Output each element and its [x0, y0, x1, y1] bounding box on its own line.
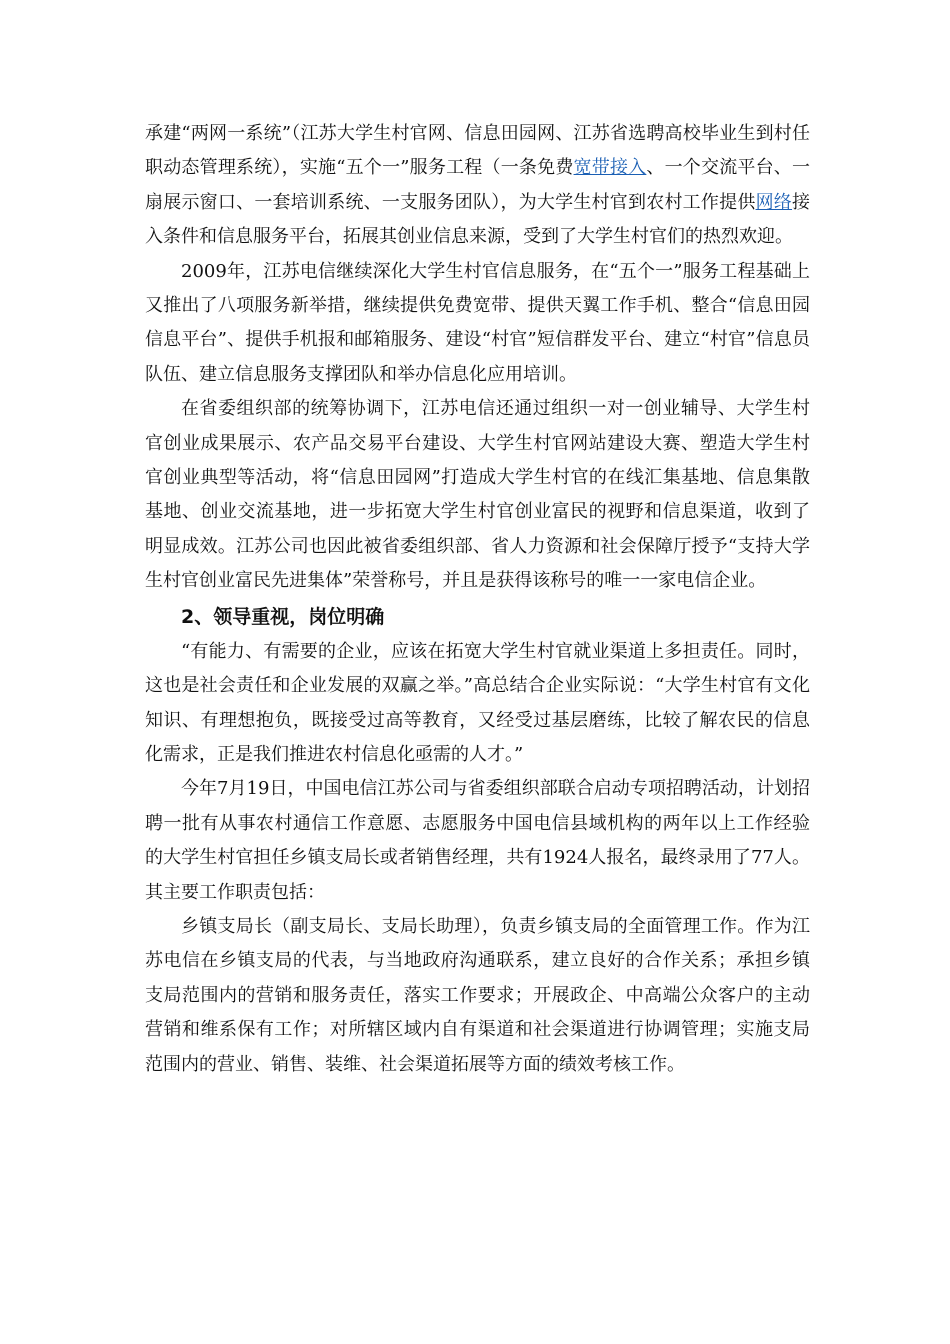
document-body [145, 117, 810, 1082]
broadband-access-link[interactable]: 宽带接入 [573, 157, 647, 179]
paragraph-duties: 乡镇支局长（副支局长、支局长助理），负责乡镇支局的全面管理工作。作为江苏电信在乡镇支局的代表，与当地政府沟通联系，建立良好的合作关系；承担乡镇支局范围内的营销和服务责任，落实工作要求；开展政企、中高端公众客户的主动营销和维系保有工作；对所辖区域内自有渠道和社会渠道进行协调管理；实施支局范围内的营业、销售、装维、社会渠道拓展等方面的绩效考核工作。 [145, 915, 810, 1075]
paragraph-quote: “有能力、有需要的企业，应该在拓宽大学生村官就业渠道上多担责任。同时，这也是社会责任和企业发展的双赢之举。”高总结合企业实际说：“大学生村官有文化知识、有理想抱负，既接受过高等教育，又经受过基层磨练，比较了解农民的信息化需求，正是我们推进农村信息化亟需的人才。” [145, 640, 810, 765]
paragraph-text: 、一个交流平台、一扇展示窗口、一套培训系统、一支服务团队），为大学生村官到农村工作提供 [145, 157, 811, 213]
paragraph-text: 接入条件和信息服务平台，拓展其创业信息来源，受到了大学生村官们的热烈欢迎。 [145, 191, 811, 248]
paragraph-coordination: 在省委组织部的统筹协调下，江苏电信还通过组织一对一创业辅导、大学生村官创业成果展示、农产品交易平台建设、大学生村官网站建设大赛、塑造大学生村官创业典型等活动，将“信息田园网”打造成大学生村官的在线汇集基地、信息集散基地、创业交流基地，进一步拓宽大学生村官创业富民的视野和信息渠道，收到了明显成效。江苏公司也因此被省委组织部、省人力资源和社会保障厅授予“支持大学生村官创业富民先进集体”荣誉称号，并且是获得该称号的唯一一家电信企业。 [145, 398, 810, 592]
paragraph-text: 承建“两网一系统”（江苏大学生村官网、信息田园网、江苏省选聘高校毕业生到村任职动态管理系统），实施“五个一”服务工程（一条免费 [145, 123, 810, 179]
network-link[interactable]: 网络 [755, 191, 793, 213]
paragraph-service-project [145, 117, 810, 255]
section-heading: 2、领导重视，岗位明确 [181, 605, 385, 628]
paragraph-recruitment: 今年7月19日，中国电信江苏公司与省委组织部联合启动专项招聘活动，计划招聘一批有从事农村通信工作意愿、志愿服务中国电信县域机构的两年以上工作经验的大学生村官担任乡镇支局长或者销售经理，共有1924人报名，最终录用了77人。其主要工作职责包括： [145, 778, 810, 903]
paragraph-2009-measures: 2009年，江苏电信继续深化大学生村官信息服务，在“五个一”服务工程基础上又推出了八项服务新举措，继续提供免费宽带、提供天翼工作手机、整合“信息田园信息平台”、提供手机报和邮箱服务、建设“村官”短信群发平台、建立“村官”信息员队伍、建立信息服务支撑团队和举办信息化应用培训。 [145, 260, 810, 385]
